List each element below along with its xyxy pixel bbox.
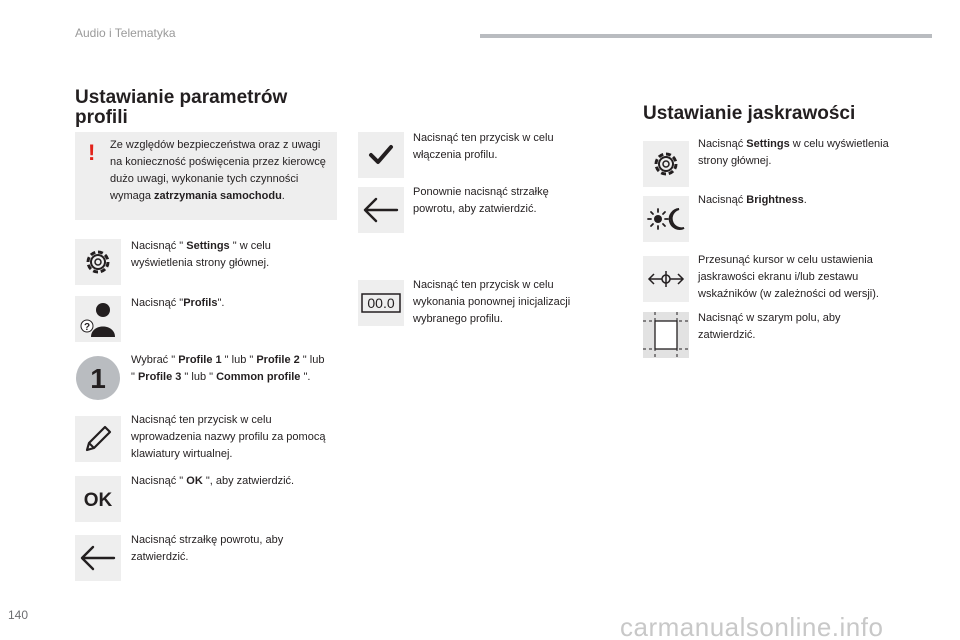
warning-box <box>75 132 337 220</box>
question-mark: ? <box>83 322 91 333</box>
section-title-line-2: profili <box>75 107 128 128</box>
step-back-again-text: Ponownie nacisnąć strzałkę powrotu, aby zatwierdzić. <box>413 186 549 215</box>
gear-icon <box>643 141 689 187</box>
svg-text:1: 1 <box>90 363 106 394</box>
checkmark-icon <box>358 132 404 178</box>
step-profils-text: Nacisnąć "Profils". <box>131 297 225 309</box>
grey-field-icon <box>643 312 689 358</box>
back-arrow-icon <box>358 187 404 233</box>
pencil-icon <box>75 416 121 462</box>
header-title: Audio i Telematyka <box>75 26 176 40</box>
step-ok-text: Nacisnąć " OK ", aby zatwierdzić. <box>131 475 295 487</box>
warning-text: Ze względów bezpieczeństwa oraz z uwagi na konieczność poświęcenia przez kierowcę dużo uwagi, wykonanie tych czynności wymaga zatrzymania samochodu. <box>110 139 326 202</box>
step-activate-text: Nacisnąć ten przycisk w celu włączenia profilu. <box>413 132 554 161</box>
warning-icon: ! <box>88 140 96 165</box>
section-title-profiles <box>75 88 287 128</box>
step-pencil-text: Nacisnąć ten przycisk w celu wprowadzenia nazwy profilu za pomocą klawiatury wirtualnej. <box>131 414 326 460</box>
step-reset-text: Nacisnąć ten przycisk w celu wykonania ponownej inicjalizacji wybranego profilu. <box>413 279 571 325</box>
watermark: carmanualsonline.info <box>620 612 884 640</box>
ok-icon <box>75 476 121 522</box>
section-title-line-1: Ustawianie parametrów <box>75 87 288 108</box>
page-number: 140 <box>8 608 29 622</box>
svg-text:OK: OK <box>83 490 113 511</box>
brightness-icon <box>643 196 689 242</box>
step-settings-text: Nacisnąć " Settings " w celu wyświetlenia strony głównej. <box>131 240 271 269</box>
slider-icon <box>643 256 689 302</box>
gear-icon <box>75 239 121 285</box>
step-back-text: Nacisnąć strzałkę powrotu, aby zatwierdzić. <box>131 534 284 563</box>
step-brightness-text: Nacisnąć Brightness. <box>698 194 807 206</box>
profile-icon <box>75 296 121 342</box>
step-slider-text: Przesunąć kursor w celu ustawienia jaskrawości ekranu i/lub zestawu wskaźników (w zależności od wersji). <box>698 254 879 300</box>
reset-icon <box>358 280 404 326</box>
back-arrow-icon <box>75 535 121 581</box>
header-bar <box>480 34 932 38</box>
step-choose-profile-text: Wybrać " Profile 1 " lub " Profile 2 " lub " Profile 3 " lub " Common profile ". <box>131 354 325 383</box>
number-one-icon <box>75 355 121 401</box>
svg-text:00.0: 00.0 <box>367 295 395 311</box>
section-title-brightness: Ustawianie jaskrawości <box>643 103 856 124</box>
step-grey-field-text: Nacisnąć w szarym polu, aby zatwierdzić. <box>698 312 841 341</box>
step-settings-right-text: Nacisnąć Settings w celu wyświetlenia strony głównej. <box>698 138 889 167</box>
